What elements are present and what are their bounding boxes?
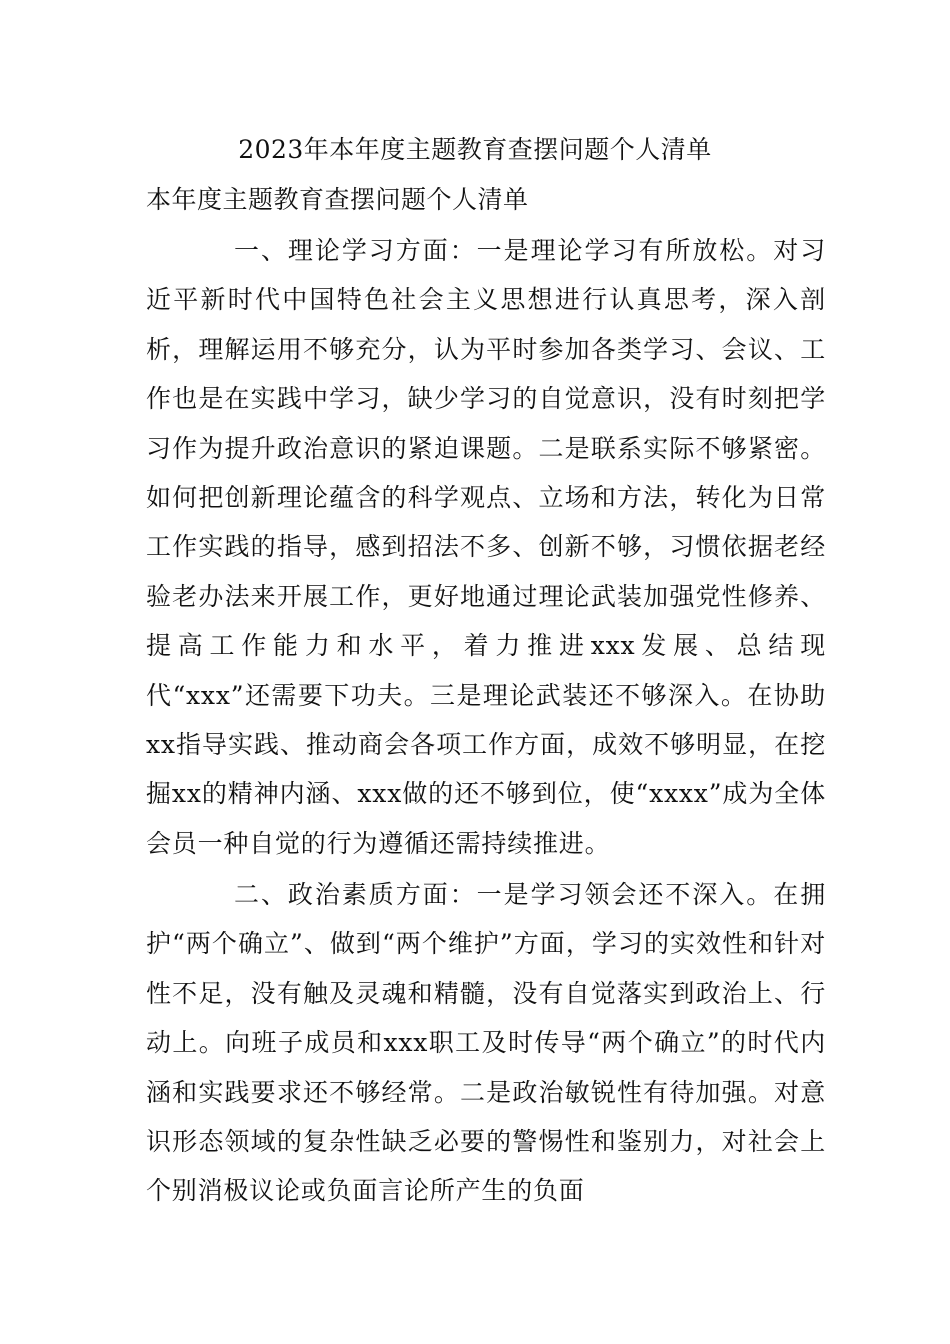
- document-subtitle: 本年度主题教育查摆问题个人清单: [146, 185, 529, 214]
- document-title: 2023年本年度主题教育查摆问题个人清单: [238, 135, 712, 164]
- paragraph-political-quality: 二、政治素质方面：一是学习领会还不深入。在拥护“两个确立”、做到“两个维护”方面，学习的实效性和针对性不足，没有触及灵魂和精髓，没有自觉落实到政治上、行动上。向班子成员和xxx职工及时传导“两个确立”的时代内涵和实践要求还不够经常。二是政治敏锐性有待加强。对意识形态领域的复杂性缺乏必要的警惕性和鉴别力，对社会上个别消极议论或负面言论所产生的负面: [146, 880, 826, 1206]
- paragraph-theory-study: 一、理论学习方面：一是理论学习有所放松。对习近平新时代中国特色社会主义思想进行认真思考，深入剖析，理解运用不够充分，认为平时参加各类学习、会议、工作也是在实践中学习，缺少学习的自觉意识，没有时刻把学习作为提升政治意识的紧迫课题。二是联系实际不够紧密。如何把创新理论蕴含的科学观点、立场和方法，转化为日常工作实践的指导，感到招法不多、创新不够，习惯依据老经验老办法来开展工作，更好地通过理论武装加强党性修养、提高工作能力和水平，着力推进xxx发展、总结现代“xxx”还需要下功夫。三是理论武装还不够深入。在协助xx指导实践、推动商会各项工作方面，成效不够明显，在挖掘xx的精神内涵、xxx做的还不够到位，使“xxxx”成为全体会员一种自觉的行为遵循还需持续推进。: [146, 236, 826, 858]
